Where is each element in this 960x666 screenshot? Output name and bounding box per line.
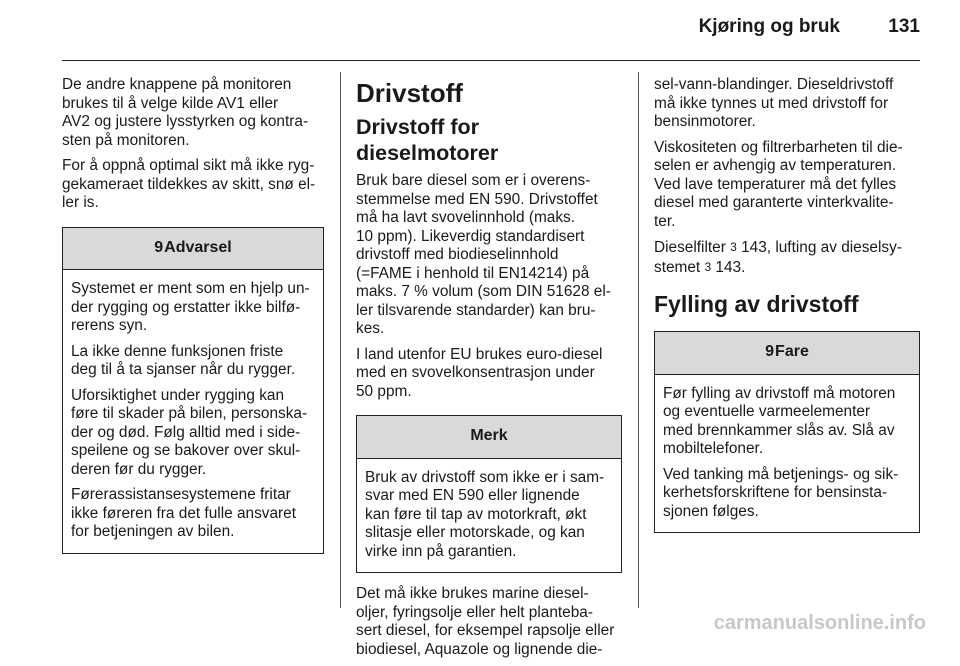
body-paragraph: I land utenfor EU brukes euro-diesel med en svovelkonsentrasjon under 50 ppm. <box>356 345 603 400</box>
column-divider-2 <box>638 72 639 608</box>
note-box <box>356 415 622 573</box>
header-divider <box>62 60 920 61</box>
warning-box <box>62 227 324 554</box>
running-header-title: Kjøring og bruk <box>698 16 840 37</box>
page-reference-arrow-icon: 3 <box>730 240 737 254</box>
warning-paragraph: Førerassistansesystemene fritar ikke føreren fra det fulle ansvaret for betjeningen av bilen. <box>71 486 296 540</box>
body-paragraph: De andre knappene på monitoren brukes til å velge kilde AV1 eller AV2 og justere lysstyrken og kontra- sten på monitoren. <box>62 76 309 149</box>
warning-paragraph: Systemet er ment som en hjelp un- der rygging og erstatter ikke bilfø- rerens syn. <box>71 280 310 334</box>
danger-paragraph: Ved tanking må betjenings- og sik- kerhetsforskriftene for bensinsta- sjonen følges. <box>663 465 899 520</box>
column-divider-1 <box>340 72 341 608</box>
danger-box <box>654 331 920 533</box>
warning-icon: 9 <box>154 238 164 256</box>
warning-box-title: Advarsel <box>164 238 232 256</box>
note-box-title: Merk <box>357 416 621 459</box>
column-left <box>62 76 324 566</box>
note-text: Bruk av drivstoff som ikke er i sam- svar med EN 590 eller lignende kan føre til tap av motorkraft, økt slitasje eller motorskade, og kan virke inn på garantien. <box>365 468 605 560</box>
warning-box-header <box>63 228 323 271</box>
page-reference-arrow-icon: 3 <box>704 259 712 274</box>
section-heading: Drivstoff <box>356 78 463 108</box>
danger-icon: 9 <box>765 343 775 360</box>
section-heading: Fylling av drivstoff <box>654 291 859 317</box>
body-paragraph: Viskositeten og filtrerbarheten til die- selen er avhengig av temperaturen. Ved lave temperaturer må det fylles diesel med garanterte vinterkvalite- ter. <box>654 138 903 230</box>
danger-box-header <box>655 332 919 375</box>
page-number: 131 <box>888 16 920 37</box>
cross-reference-paragraph: Dieselfilter 3 143, lufting av dieselsy- stemet 3 143. <box>654 239 902 276</box>
body-paragraph: sel-vann-blandinger. Dieseldrivstoff må ikke tynnes ut med drivstoff for bensinmotorer. <box>654 76 894 130</box>
watermark: carmanualsonline.info <box>713 612 926 634</box>
danger-paragraph: Før fylling av drivstoff må motoren og eventuelle varmeelementer med brennkammer slås av. Slå av mobiltelefoner. <box>663 384 896 457</box>
danger-box-title: Fare <box>775 343 809 360</box>
warning-paragraph: Uforsiktighet under rygging kan føre til skader på bilen, personska- der og død. Følg alltid med i side- speilene og se bakover over skul- deren før du rygger. <box>71 386 308 478</box>
column-middle <box>356 76 622 666</box>
body-paragraph: Det må ikke brukes marine diesel- oljer, fyringsolje eller helt planteba- sert diesel, for eksempel rapsolje eller biodiesel, Aquazole og lignende die- <box>356 585 615 658</box>
body-paragraph: Bruk bare diesel som er i overens- stemmelse med EN 590. Drivstoffet må ha lavt svovelinnhold (maks. 10 ppm). Likeverdig standardisert drivstoff med biodieselinnhold (=FAME i henhold til EN14214) på maks. 7 % volum (som DIN 51628 el- ler tilsvarende standarder) kan bru- kes. <box>356 172 611 337</box>
body-paragraph: For å oppnå optimal sikt må ikke ryg- gekameraet tildekkes av skitt, snø el- ler is. <box>62 157 316 211</box>
column-right <box>654 76 920 545</box>
subsection-heading: Drivstoff for dieselmotorer <box>356 115 499 165</box>
warning-paragraph: La ikke denne funksjonen friste deg til å ta sjanser når du rygger. <box>71 342 296 378</box>
